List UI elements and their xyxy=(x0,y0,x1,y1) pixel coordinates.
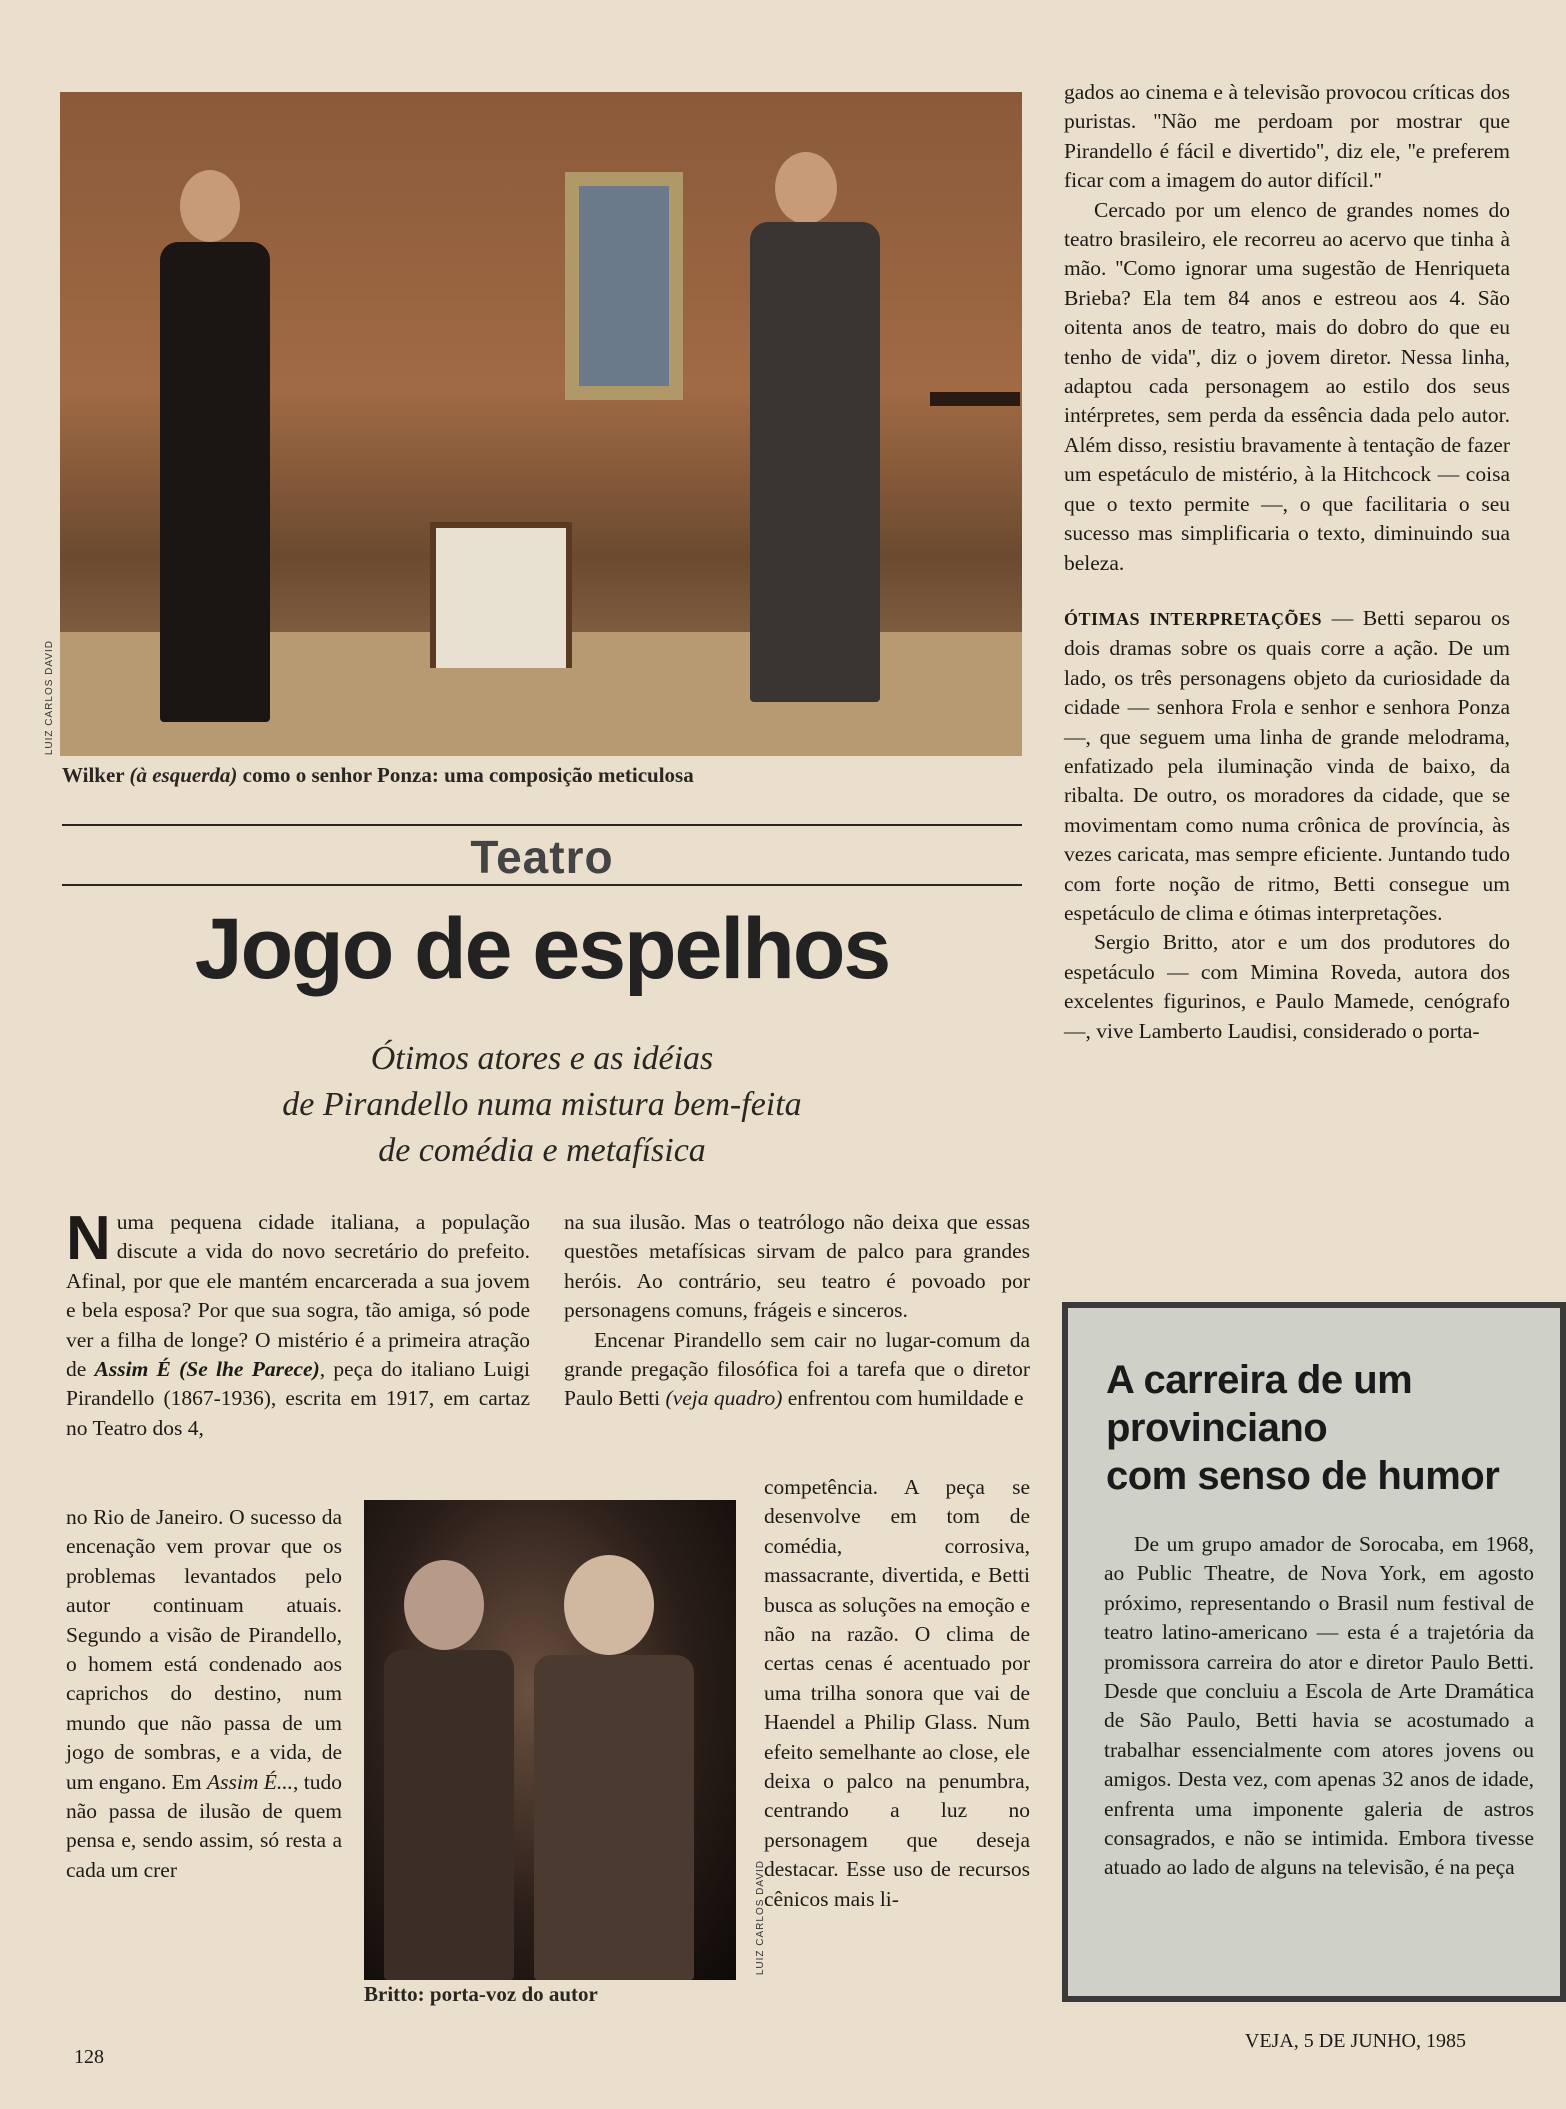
actor-left-head xyxy=(180,170,240,242)
actor-right xyxy=(750,222,880,702)
photo-caption-inset: Britto: porta-voz do autor xyxy=(364,1982,598,2006)
wall-mirror xyxy=(565,172,683,400)
body-column-2-narrow: competência. A peça se desenvolve em tom de comédia, corrosiva, massacrante, divertida, e Betti busca as soluções na emoção e não na razão. O clima de certas cenas é acentuado por uma trilha sonora que vai de Haendel a Philip Glass. Num efeito semelhante ao close, ele deixa o palco na penumbra, centrando a luz no personagem que deseja destacar. Esse uso de recursos cênicos mais li- xyxy=(764,1475,1030,1911)
side-table xyxy=(930,392,1020,406)
issue-date: VEJA, 5 DE JUNHO, 1985 xyxy=(1244,2030,1466,2052)
deck-line-3: de comédia e metafísica xyxy=(378,1132,706,1169)
page-number: 128 xyxy=(74,2046,104,2068)
chair xyxy=(430,522,572,668)
subhead: ÓTIMAS INTERPRETAÇÕES xyxy=(1064,608,1323,629)
sidebar-box xyxy=(1062,1302,1566,2002)
section-label: Teatro xyxy=(470,831,614,883)
photo-caption-top: Wilker (à esquerda) como o senhor Ponza: uma composição meticulosa xyxy=(62,763,694,787)
deck-line-1: Ótimos atores e as idéias xyxy=(370,1040,714,1077)
col3-paragraph-3: ÓTIMAS INTERPRETAÇÕES — Betti separou os dois dramas sobre os quais corre a ação. De um lado, os três personagens objeto da curiosidade da cidade — senhora Frola e senhor e senhora Ponza —, que seguem uma linha de grande melodrama, enfatizado pela iluminação vinda de baixo, da ribalta. De outro, os moradores da cidade, que se movimentam como numa crônica de província, às vezes caricata, mas sempre eficiente. Juntando tudo com forte noção de ritmo, Betti consegue um espetáculo de clima e ótimas interpretações. xyxy=(1064,605,1510,925)
body-column-2 xyxy=(564,1208,1030,1414)
col3-paragraph-4: Sergio Britto, ator e um dos produtores do espetáculo — com Mimina Roveda, autora dos excelentes figurinos, e Paulo Mamede, cenógrafo —, vive Lamberto Laudisi, considerado o porta- xyxy=(1064,930,1510,1043)
body-column-1 xyxy=(66,1204,530,1443)
body-column-3 xyxy=(1064,78,1510,1046)
photo-credit-top: LUIZ CARLOS DAVID xyxy=(44,640,55,756)
sidebar-title: A carreira de um provinciano com senso de humor xyxy=(1106,1358,1500,1498)
deck-line-2: de Pirandello numa mistura bem-feita xyxy=(282,1086,802,1123)
section-rule-bottom xyxy=(62,884,1022,886)
actor-right-head xyxy=(775,152,837,224)
col1-paragraph: Numa pequena cidade italiana, a população discute a vida do novo secretário do prefeito. Afinal, por que ele mantém encarcerada a sua jovem e bela esposa? Por que sua sogra, tão amiga, só pode ver a filha de longe? O mistério é a primeira atração de Assim É (Se lhe Parece), peça do italiano Luigi Pirandello (1867-1936), escrita em 1917, em cartaz no Teatro dos 4, xyxy=(66,1204,530,1440)
inset-actor-right xyxy=(534,1655,694,1980)
col3-paragraph-1: gados ao cinema e à televisão provocou críticas dos puristas. ''Não me perdoam por mostrar que Pirandello é fácil e divertido'', diz ele, ''e preferem ficar com a imagem do autor difícil.'' xyxy=(1064,80,1510,193)
inset-actor-right-head xyxy=(564,1555,654,1655)
drop-cap: N xyxy=(66,1204,111,1273)
col3-paragraph-2: Cercado por um elenco de grandes nomes do teatro brasileiro, ele recorreu ao acervo que tinha à mão. ''Como ignorar uma sugestão de Henriqueta Brieba? Ela tem 84 anos e estreou aos 4. São oitenta anos de teatro, mais do dobro do que eu tenho de vida'', diz o jovem diretor. Nessa linha, adaptou cada personagem ao estilo dos seus intérpretes, sem perda da essência dada pelo autor. Além disso, resistiu bravamente à tentação de fazer um espetáculo de mistério, à la Hitchcock — coisa que o texto permite —, o que facilitaria o seu sucesso mas simplificaria o texto, diminuindo sua beleza. xyxy=(1064,197,1510,575)
photo-credit-inset: LUIZ CARLOS DAVID xyxy=(755,1860,766,1976)
body-column-1-narrow: no Rio de Janeiro. O sucesso da encenação vem provar que os problemas levantados pelo autor continuam atuais. Segundo a visão de Pirandello, o homem está condenado aos caprichos do destino, num mundo que não passa de um jogo de sombras, e a vida, de um engano. Em Assim É..., tudo não passa de ilusão de quem pensa e, sendo assim, só resta a cada um crer xyxy=(66,1505,343,1882)
section-rule-top xyxy=(62,824,1022,826)
col2-paragraph-2: Encenar Pirandello sem cair no lugar-comum da grande pregação filosófica foi a tarefa que o diretor Paulo Betti (veja quadro) enfrentou com humildade e xyxy=(564,1327,1030,1411)
deck xyxy=(62,1036,1022,1174)
actor-left xyxy=(160,242,270,722)
inset-actor-left xyxy=(384,1650,514,1980)
headline: Jogo de espelhos xyxy=(194,901,890,997)
sidebar-text: De um grupo amador de Sorocaba, em 1968, ao Public Theatre, de Nova York, em agosto próximo, representando o Brasil num festival de teatro latino-americano — esta é a trajetória da promissora carreira do ator e diretor Paulo Betti. Desde que concluiu a Escola de Arte Dramática de São Paulo, Betti havia se acostumado a trabalhar essencialmente com atores jovens ou amigos. Desta vez, com apenas 32 anos de idade, enfrenta uma imponente galeria de astros consagrados, e não se intimida. Embora tivesse atuado ao lado de alguns na televisão, é na peça xyxy=(1104,1532,1534,1880)
inset-photo xyxy=(364,1500,736,1980)
col2-paragraph-1: na sua ilusão. Mas o teatrólogo não deixa que essas questões metafísicas sirvam de palco para grandes heróis. Ao contrário, seu teatro é povoado por personagens comuns, frágeis e sinceros. xyxy=(564,1210,1030,1323)
stage-photo xyxy=(60,92,1022,756)
inset-actor-left-head xyxy=(404,1560,484,1650)
